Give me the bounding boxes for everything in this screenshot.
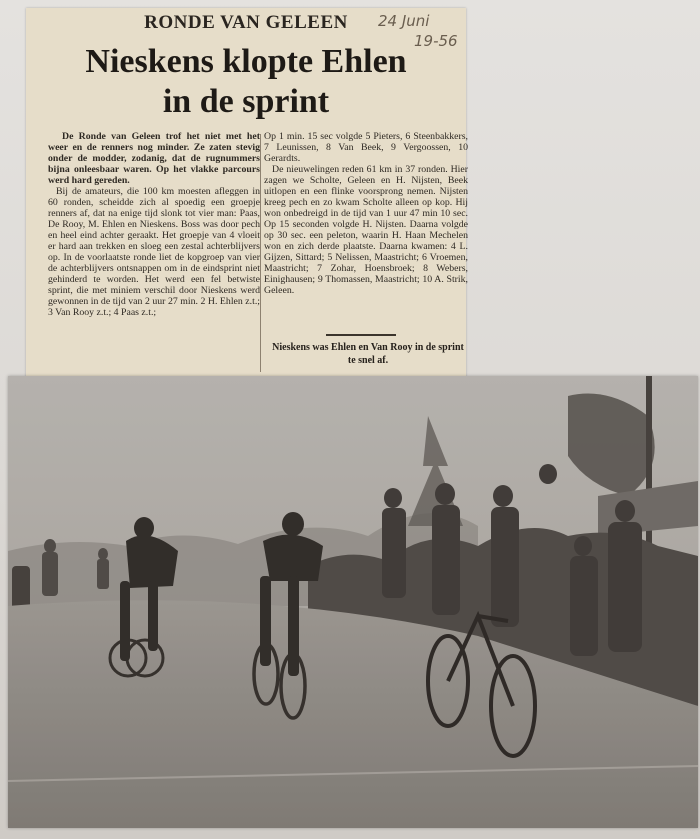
race-photo <box>8 376 698 828</box>
handwritten-date-day: 24 Juni <box>378 12 430 30</box>
section-kicker: RONDE VAN GELEEN <box>144 12 348 33</box>
article-lead: De Ronde van Geleen trof het niet met het weer en de renners nog minder. Ze zaten stevig onder de modder, zodanig, dat de rugnummers bijna onleesbaar waren. Op het vlakke parcours werd hard gereden. <box>48 131 260 186</box>
article-body-right-1: Op 1 min. 15 sec volgde 5 Pieters, 6 Steenbakkers, 7 Leunissen, 8 Van Beek, 9 Vergoossen, 10 Gerardts. <box>264 131 468 164</box>
headline-line-1: Nieskens klopte Ehlen <box>85 43 407 80</box>
article-column-left <box>48 131 260 373</box>
handwritten-date-year: 19-56 <box>414 32 458 50</box>
race-photo-illustration <box>8 376 698 828</box>
headline <box>26 42 466 122</box>
newspaper-clipping <box>26 8 466 378</box>
photo-caption: Nieskens was Ehlen en Van Rooy in de sprint te snel af. <box>272 342 464 366</box>
column-rule <box>260 134 261 372</box>
article-body-right-2: De nieuwelingen reden 61 km in 37 ronden. Hier zagen we Scholte, Geleen en H. Nijsten, Beek uitlopen en een flinke voorsprong nemen. Nijsten kreeg pech en zo kwam Scholte alleen op kop. Hij won onbedreigd in de tijd van 1 uur 47 min 10 sec. Op 15 seconden volgde H. Nijsten. Daarna volgde op 30 sec. een peleton, waarin H. Haan Mechelen won en zich derde plaatste. Daarna kwamen: 4 L. Gijzen, Sittard; 5 Nelissen, Maastricht; 6 Vroemen, Maastricht; 7 Zohar, Hoensbroek; 8 Webers, Einighausen; 9 Thomassen, Maastricht; 10 A. Strik, Geleen. <box>264 164 468 296</box>
article-column-right <box>264 131 468 331</box>
headline-line-2: in de sprint <box>162 83 330 120</box>
article-body-left: Bij de amateurs, die 100 km moesten afleggen in 60 ronden, scheidde zich al spoedig een groepje renners af, dat na enige tijd slonk tot vier man: Paas, De Rooy, M. Ehlen en Nieskens. Boss was door pech en heel eind achter geraakt. Het groepje van 4 vloeit er hard aan trekken en sloeg een zestal achterblijvers op. In de voorlaatste ronde liet de kopgroep van vier de achterblijvers ontsnappen om in de eindsprint niet gehinderd te worden. Het werd een fel betwiste sprint, die met miniem verschil door Nieskens werd gewonnen in de tijd van 2 uur 27 min. 2 H. Ehlen z.t.; 3 Van Rooy z.t.; 4 Paas z.t.; <box>48 186 260 318</box>
section-divider <box>326 334 396 336</box>
